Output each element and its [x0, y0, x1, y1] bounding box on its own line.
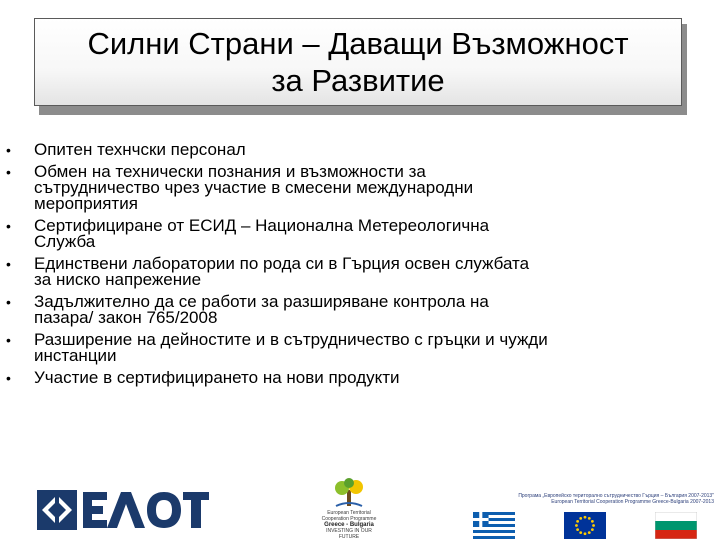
bullet-text-line: Задължително да се работи за разширяване контрола на — [34, 292, 489, 311]
bullet-dot-icon: • — [6, 294, 11, 310]
bullet-dot-icon: • — [6, 164, 11, 180]
program-caption — [452, 493, 714, 505]
bullet-dot-icon: • — [6, 218, 11, 234]
gb-program-tag: INVESTING IN OUR FUTURE — [326, 528, 372, 540]
bullet-item — [0, 256, 644, 288]
program-caption-line-2: European Territorial Cooperation Programme Greece-Bulgaria 2007-2013 — [551, 499, 714, 505]
bullet-list — [0, 142, 720, 392]
bullet-item — [0, 332, 644, 364]
bullet-text-line: инстанции — [34, 346, 117, 365]
bullet-item — [0, 370, 644, 386]
elot-wordmark — [83, 492, 209, 528]
bullet-item — [0, 142, 644, 158]
bullet-text-line: Разширение на дейностите и в сътрудничество с гръцки и чужди — [34, 330, 548, 349]
elot-logo — [37, 490, 209, 530]
bulgaria-flag-icon — [655, 512, 697, 539]
bullet-item — [0, 218, 644, 250]
bullet-text-line: сътрудничество чрез участие в смесени международни — [34, 178, 474, 197]
slide-title-box — [34, 18, 682, 106]
eu-flag-icon — [564, 512, 606, 539]
bullet-text-line: за ниско напрежение — [34, 270, 202, 289]
bullet-text-line: мероприятия — [34, 194, 138, 213]
bullet-text-line: Участие в сертифицирането на нови продукти — [34, 368, 400, 387]
gb-program-small: European Territorial Cooperation Programme — [321, 510, 377, 522]
slide-title-line-1: Силни Страни – Даващи Възможност — [87, 26, 629, 61]
program-caption-line-1: Програма „Европейско територално сътрудничество Гърция – България 2007-2013" — [518, 493, 714, 499]
bullet-text-line: Служба — [34, 232, 96, 251]
bullet-text-line: Сертифициране от ЕСИД – Национална Метереологична — [34, 216, 490, 235]
bullet-item — [0, 164, 644, 212]
gb-program-name: Greece - Bulgaria — [324, 522, 374, 528]
tree-icon — [335, 478, 363, 506]
bullet-text-line: Опитен технчски персонал — [34, 140, 246, 159]
bullet-text-line: пазара/ закон 765/2008 — [34, 308, 218, 327]
bullet-dot-icon: • — [6, 370, 11, 386]
elot-emblem-icon — [37, 490, 77, 530]
slide-title-line-2: за Развитие — [271, 63, 445, 98]
bullet-dot-icon: • — [6, 256, 11, 272]
greece-flag-icon — [473, 512, 515, 539]
bullet-item — [0, 294, 644, 326]
bullet-text-line: Обмен на технически познания и възможности за — [34, 162, 426, 181]
greece-bulgaria-program-text — [318, 510, 380, 540]
bullet-dot-icon: • — [6, 142, 11, 158]
bullet-text-line: Единствени лаборатории по рода си в Гърция освен службата — [34, 254, 530, 273]
bullet-dot-icon: • — [6, 332, 11, 348]
